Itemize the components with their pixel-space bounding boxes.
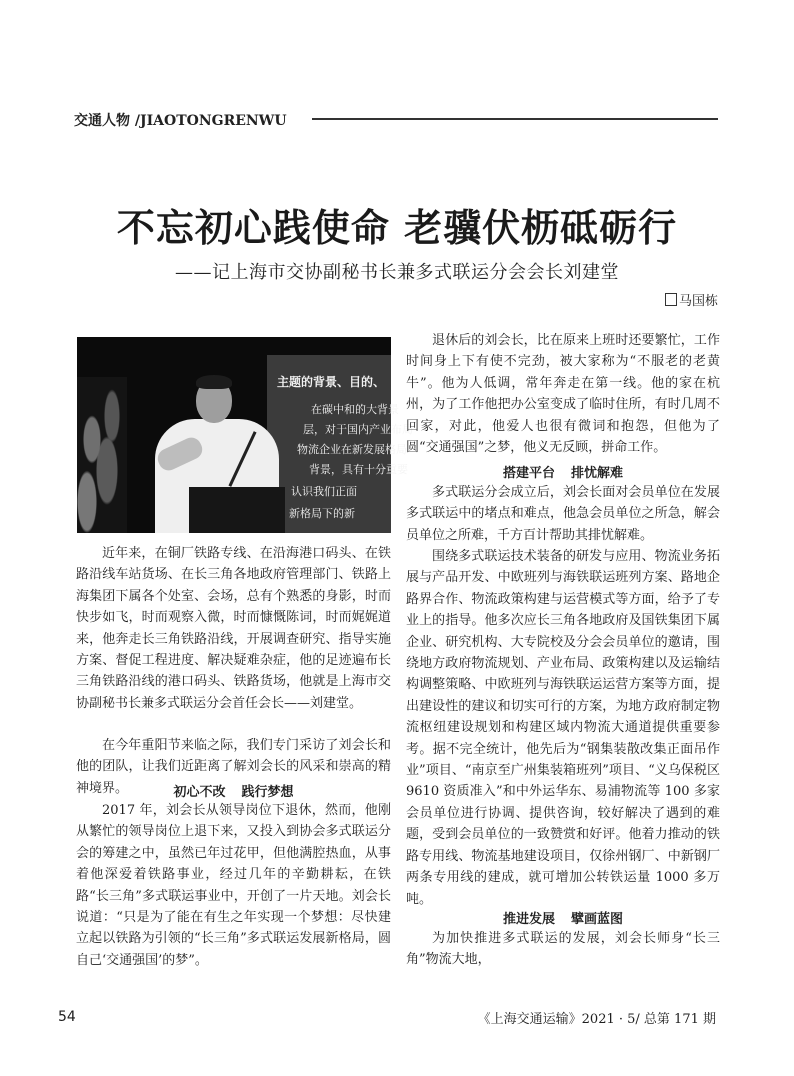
section-heading-1 — [76, 781, 391, 800]
page-number: 54 — [58, 1009, 76, 1025]
section2-paragraph: 围绕多式联运技术装备的研发与应用、物流业务拓展与产品开发、中欧班列与海铁联运班列方案、路地企路界合作、物流政策构建与运营模式等方面，给予了专业上的指导。他多次应长三角各地政府及国铁集团下属企业、研究机构、大专院校及分会会员单位的邀请，围绕地方政府物流规划、产业布局、政策构建以及运输结构调整策略、中欧班列与海铁联运运营方案等方面，提出建设性的建议和切实可行的方案，为地方政府制定物流枢纽建设规划和构建区域内物流大通道提供重要参考。据不完全统计，他先后为“钢集装散改集正面吊作业”项目、“南京至广州集装箱班列”项目、“义乌保税区 9610 资质准入”和中外运华东、易浦物流等 100 多家会员单位进行协调、提供咨询，较好解决了遇到的难题，受到会员单位的一致赞赏和好评。他着力推动的铁路专用线、物流基地建设项目，仅徐州钢厂、中新钢厂两条专用线的建成，就可增加公转铁运量 1000 多万吨。 — [406, 549, 720, 907]
podium — [189, 487, 285, 533]
screen-text: 层，对于国内产业布局 — [303, 423, 413, 436]
article-subtitle: ——记上海市交协副秘书长兼多式联运分会会长刘建堂 — [175, 262, 619, 283]
section-heading-part: 搭建平台 — [502, 466, 555, 481]
journal-footer: 《上海交通运输》2021 · 5/ 总第 171 期 — [477, 1012, 716, 1027]
screen-text: 物流企业在新发展格局 — [297, 443, 407, 456]
screen-text: 在碳中和的大背景 — [311, 403, 399, 416]
speaker-hair — [196, 375, 232, 389]
screen-text: 主题的背景、目的、 — [277, 375, 386, 389]
right-paragraph: 退休后的刘会长，比在原来上班时还要繁忙，工作时间身上下有使不完劲，被大家称为“不服老的老黄牛”。他为人低调，常年奔走在第一线。他的家在杭州，为了工作他把办公室变成了临时住所，有时几周不回家，对此，他爱人也很有微词和抱怨，但他为了圆“交通强国”之梦，他义无反顾，拼命工作。 — [406, 333, 720, 456]
section-heading-part: 践行梦想 — [241, 785, 294, 800]
square-icon — [665, 293, 677, 306]
article-title: 不忘初心践使命 老骥伏枥砥砺行 — [116, 205, 678, 250]
section-heading-2 — [406, 462, 720, 481]
author-name: 马国栋 — [678, 294, 718, 309]
section-heading-part: 擘画蓝图 — [571, 912, 624, 927]
intro-paragraph: 近年来，在铜厂铁路专线、在沿海港口码头、在铁路沿线车站货场、在长三角各地政府管理部门、铁路上海集团下属各个处室、会场，总有个熟悉的身影，时而快步如飞，时而观察入微，时而慷慨陈词，时而娓娓道来，他奔走长三角铁路沿线，开展调查研究、指导实施方案、督促工程进度、解决疑难杂症，他的足迹遍布长三角铁路沿线的港口码头、铁路货场，他就是上海市交协副秘书长兼多式联运分会首任会长——刘建堂。 — [76, 546, 391, 711]
screen-text: 新格局下的新 — [289, 507, 355, 520]
screen-text: 认识我们正面 — [291, 485, 357, 498]
section-heading-part: 初心不改 — [173, 785, 226, 800]
screen-text: 背景，具有十分重要 — [309, 463, 408, 476]
section-heading-3 — [406, 908, 720, 927]
header-rule — [312, 118, 718, 120]
author-byline — [665, 290, 718, 309]
section-heading-part: 排忧解难 — [571, 466, 624, 481]
intro-paragraph: 在今年重阳节来临之际，我们专门采访了刘会长和他的团队，让我们近距离了解刘会长的风采和崇高的精神境界。 — [76, 738, 391, 796]
section-heading-part: 推进发展 — [502, 912, 555, 927]
section2-paragraph: 多式联运分会成立后，刘会长面对会员单位在发展多式联运中的堵点和难点，他急会员单位之所急，解会员单位之所难，千方百计帮助其排忧解难。 — [406, 485, 720, 543]
article-photo — [77, 337, 413, 533]
section3-paragraph: 为加快推进多式联运的发展，刘会长师身“长三角”物流大地， — [406, 931, 720, 968]
section-label: 交通人物 /JIAOTONGRENWU — [74, 113, 287, 129]
section1-paragraph: 2017 年，刘会长从领导岗位下退休，然而，他刚从繁忙的领导岗位上退下来，又投入到协会多式联运分会的筹建之中，虽然已年过花甲，但他满腔热血，从事着他深爱着铁路事业，经过几年的辛勤耕耘，在铁路“长三角”多式联运事业中，开创了一片天地。刘会长说道：“只是为了能在有生之年实现一个梦想：尽快建立起以铁路为引领的“长三角”多式联运发展新格局，圆自己‘交通强国’的梦”。 — [76, 803, 391, 968]
plant-decoration — [77, 377, 127, 533]
